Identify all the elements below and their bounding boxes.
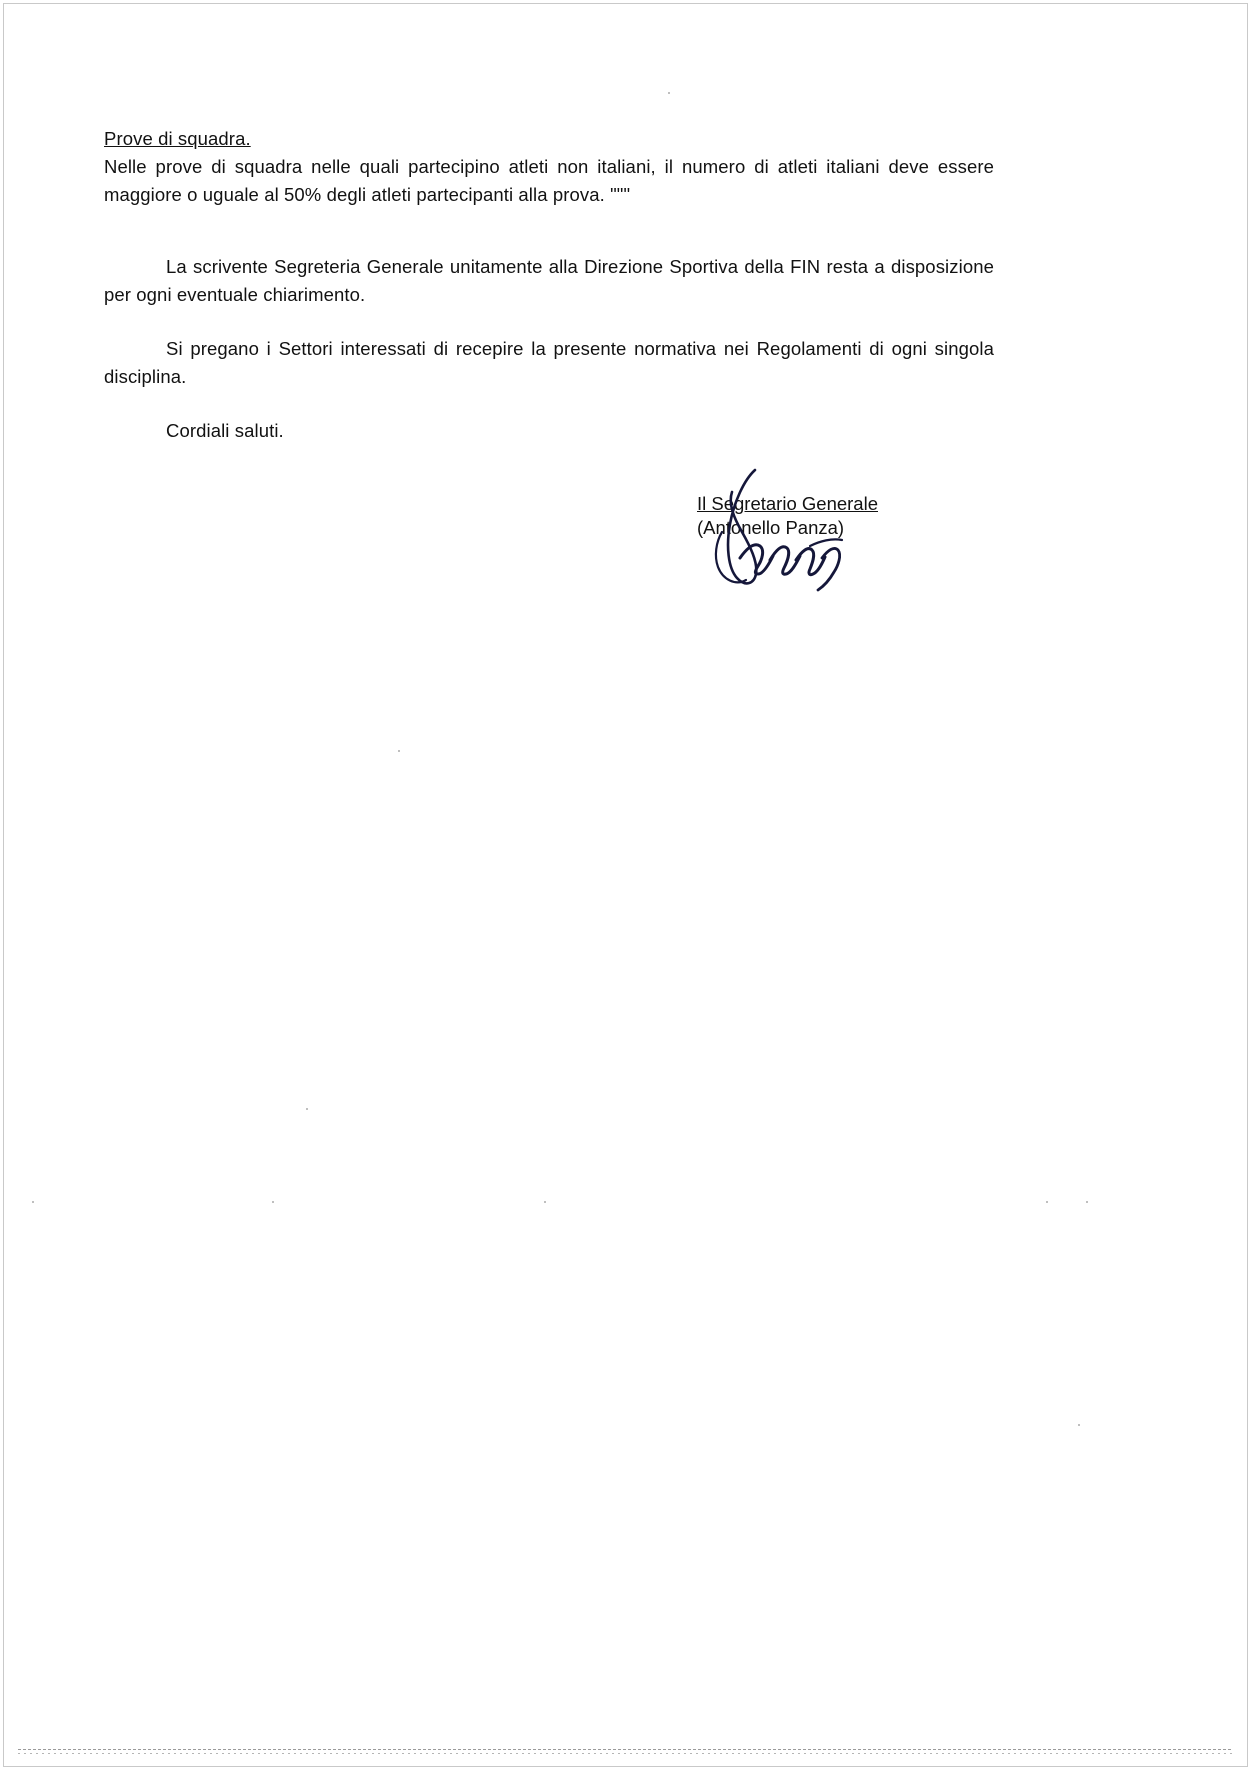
section-heading: Prove di squadra. <box>104 128 251 149</box>
paragraph-availability: La scrivente Segreteria Generale unitamente alla Direzione Sportiva della FIN resta a disposizione per ogni eventuale chiarimento. <box>104 255 994 306</box>
footer-divider <box>18 1749 1233 1755</box>
paragraph-team-events-rule: Nelle prove di squadra nelle quali partecipino atleti non italiani, il numero di atleti italiani deve essere maggiore o uguale al 50% degli atleti partecipanti alla prova. """ <box>104 155 994 205</box>
spacer <box>104 309 994 335</box>
scan-speck <box>1046 1201 1048 1203</box>
scan-speck <box>668 92 670 94</box>
spacer <box>104 391 994 417</box>
scan-speck <box>1086 1201 1088 1203</box>
section-heading-line <box>104 125 994 153</box>
document-body <box>104 125 994 446</box>
signature-name: (Antonello Panza) <box>697 517 845 539</box>
scan-speck <box>306 1108 308 1110</box>
spacer <box>104 209 994 253</box>
scan-speck <box>544 1201 546 1203</box>
scan-speck <box>1078 1424 1080 1426</box>
signature-block <box>697 492 1027 540</box>
paragraph-closing: Cordiali saluti. <box>166 420 284 442</box>
scan-speck <box>32 1201 34 1203</box>
signature-title: Il Segretario Generale <box>697 493 878 514</box>
paragraph-request-sectors: Si pregano i Settori interessati di recepire la presente normativa nei Regolamenti di ogni singola disciplina. <box>104 338 994 388</box>
scan-speck <box>272 1201 274 1203</box>
scan-speck <box>398 750 400 752</box>
